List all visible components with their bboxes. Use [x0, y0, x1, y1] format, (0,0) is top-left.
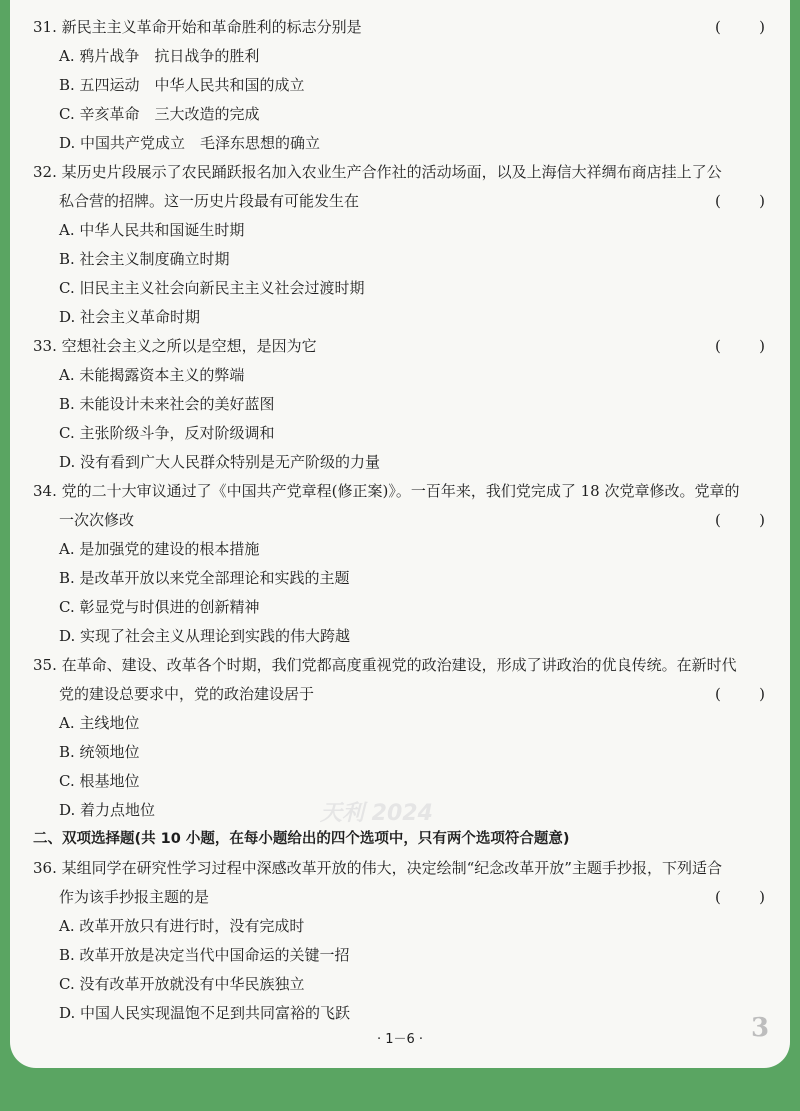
question-32-stem-cont: 私合营的招牌。这一历史片段最有可能发生在 — [59, 192, 360, 210]
exam-page — [10, 0, 790, 1068]
question-33-stem: 33. 空想社会主义之所以是空想，是因为它 — [33, 337, 317, 355]
question-34-option-c: C. 彰显党与时俱进的创新精神 — [59, 598, 260, 616]
question-34-option-d: D. 实现了社会主义从理论到实践的伟大跨越 — [59, 627, 351, 645]
question-34-stem: 34. 党的二十大审议通过了《中国共产党章程(修正案)》。一百年来，我们党完成了 18 次党章修改。党章的 — [33, 482, 740, 500]
watermark-logo: 天利 2024 — [320, 801, 433, 826]
question-34-stem-cont: 一次次修改 — [59, 511, 135, 529]
answer-bracket-34: ( ) — [715, 511, 765, 529]
answer-bracket-33: ( ) — [715, 337, 765, 355]
question-31-option-c: C. 辛亥革命 三大改造的完成 — [59, 105, 260, 123]
question-34-option-a: A. 是加强党的建设的根本措施 — [59, 540, 260, 558]
question-35-stem: 35. 在革命、建设、改革各个时期，我们党都高度重视党的政治建设，形成了讲政治的优良传统。在新时代 — [33, 656, 737, 674]
question-31-option-d: D. 中国共产党成立 毛泽东思想的确立 — [59, 134, 321, 152]
question-35-option-a: A. 主线地位 — [59, 714, 140, 732]
question-35-stem-cont: 党的建设总要求中，党的政治建设居于 — [59, 685, 315, 703]
question-31-stem: 31. 新民主主义革命开始和革命胜利的标志分别是 — [33, 18, 362, 36]
page-number: 3 — [751, 1013, 770, 1043]
question-33-option-c: C. 主张阶级斗争，反对阶级调和 — [59, 424, 275, 442]
question-32-option-a: A. 中华人民共和国诞生时期 — [59, 221, 245, 239]
question-35-option-c: C. 根基地位 — [59, 772, 140, 790]
question-36-option-b: B. 改革开放是决定当代中国命运的关键一招 — [59, 946, 350, 964]
question-36-stem: 36. 某组同学在研究性学习过程中深感改革开放的伟大，决定绘制“纪念改革开放”主题手抄报，下列适合 — [33, 859, 722, 877]
question-36-stem-cont: 作为该手抄报主题的是 — [59, 888, 210, 906]
question-34-option-b: B. 是改革开放以来党全部理论和实践的主题 — [59, 569, 350, 587]
question-31-option-a: A. 鸦片战争 抗日战争的胜利 — [59, 47, 260, 65]
answer-bracket-32: ( ) — [715, 192, 765, 210]
section-2-title: 二、双项选择题(共 10 小题，在每小题给出的四个选项中，只有两个选项符合题意) — [33, 831, 570, 847]
question-36-option-a: A. 改革开放只有进行时，没有完成时 — [59, 917, 305, 935]
question-33-option-d: D. 没有看到广大人民群众特别是无产阶级的力量 — [59, 453, 381, 471]
page-footer: · 1－6 · — [376, 1032, 424, 1047]
question-31-option-b: B. 五四运动 中华人民共和国的成立 — [59, 76, 305, 94]
question-35-option-d: D. 着力点地位 — [59, 801, 156, 819]
question-32-option-b: B. 社会主义制度确立时期 — [59, 250, 230, 268]
question-36-option-d: D. 中国人民实现温饱不足到共同富裕的飞跃 — [59, 1004, 351, 1022]
question-36-option-c: C. 没有改革开放就没有中华民族独立 — [59, 975, 305, 993]
question-32-option-c: C. 旧民主主义社会向新民主主义社会过渡时期 — [59, 279, 365, 297]
question-32-stem: 32. 某历史片段展示了农民踊跃报名加入农业生产合作社的活动场面，以及上海信大祥绸布商店挂上了公 — [33, 163, 722, 181]
question-32-option-d: D. 社会主义革命时期 — [59, 308, 201, 326]
answer-bracket-36: ( ) — [715, 888, 765, 906]
answer-bracket-31: ( ) — [715, 18, 765, 36]
question-35-option-b: B. 统领地位 — [59, 743, 140, 761]
question-33-option-b: B. 未能设计未来社会的美好蓝图 — [59, 395, 275, 413]
answer-bracket-35: ( ) — [715, 685, 765, 703]
question-33-option-a: A. 未能揭露资本主义的弊端 — [59, 366, 245, 384]
